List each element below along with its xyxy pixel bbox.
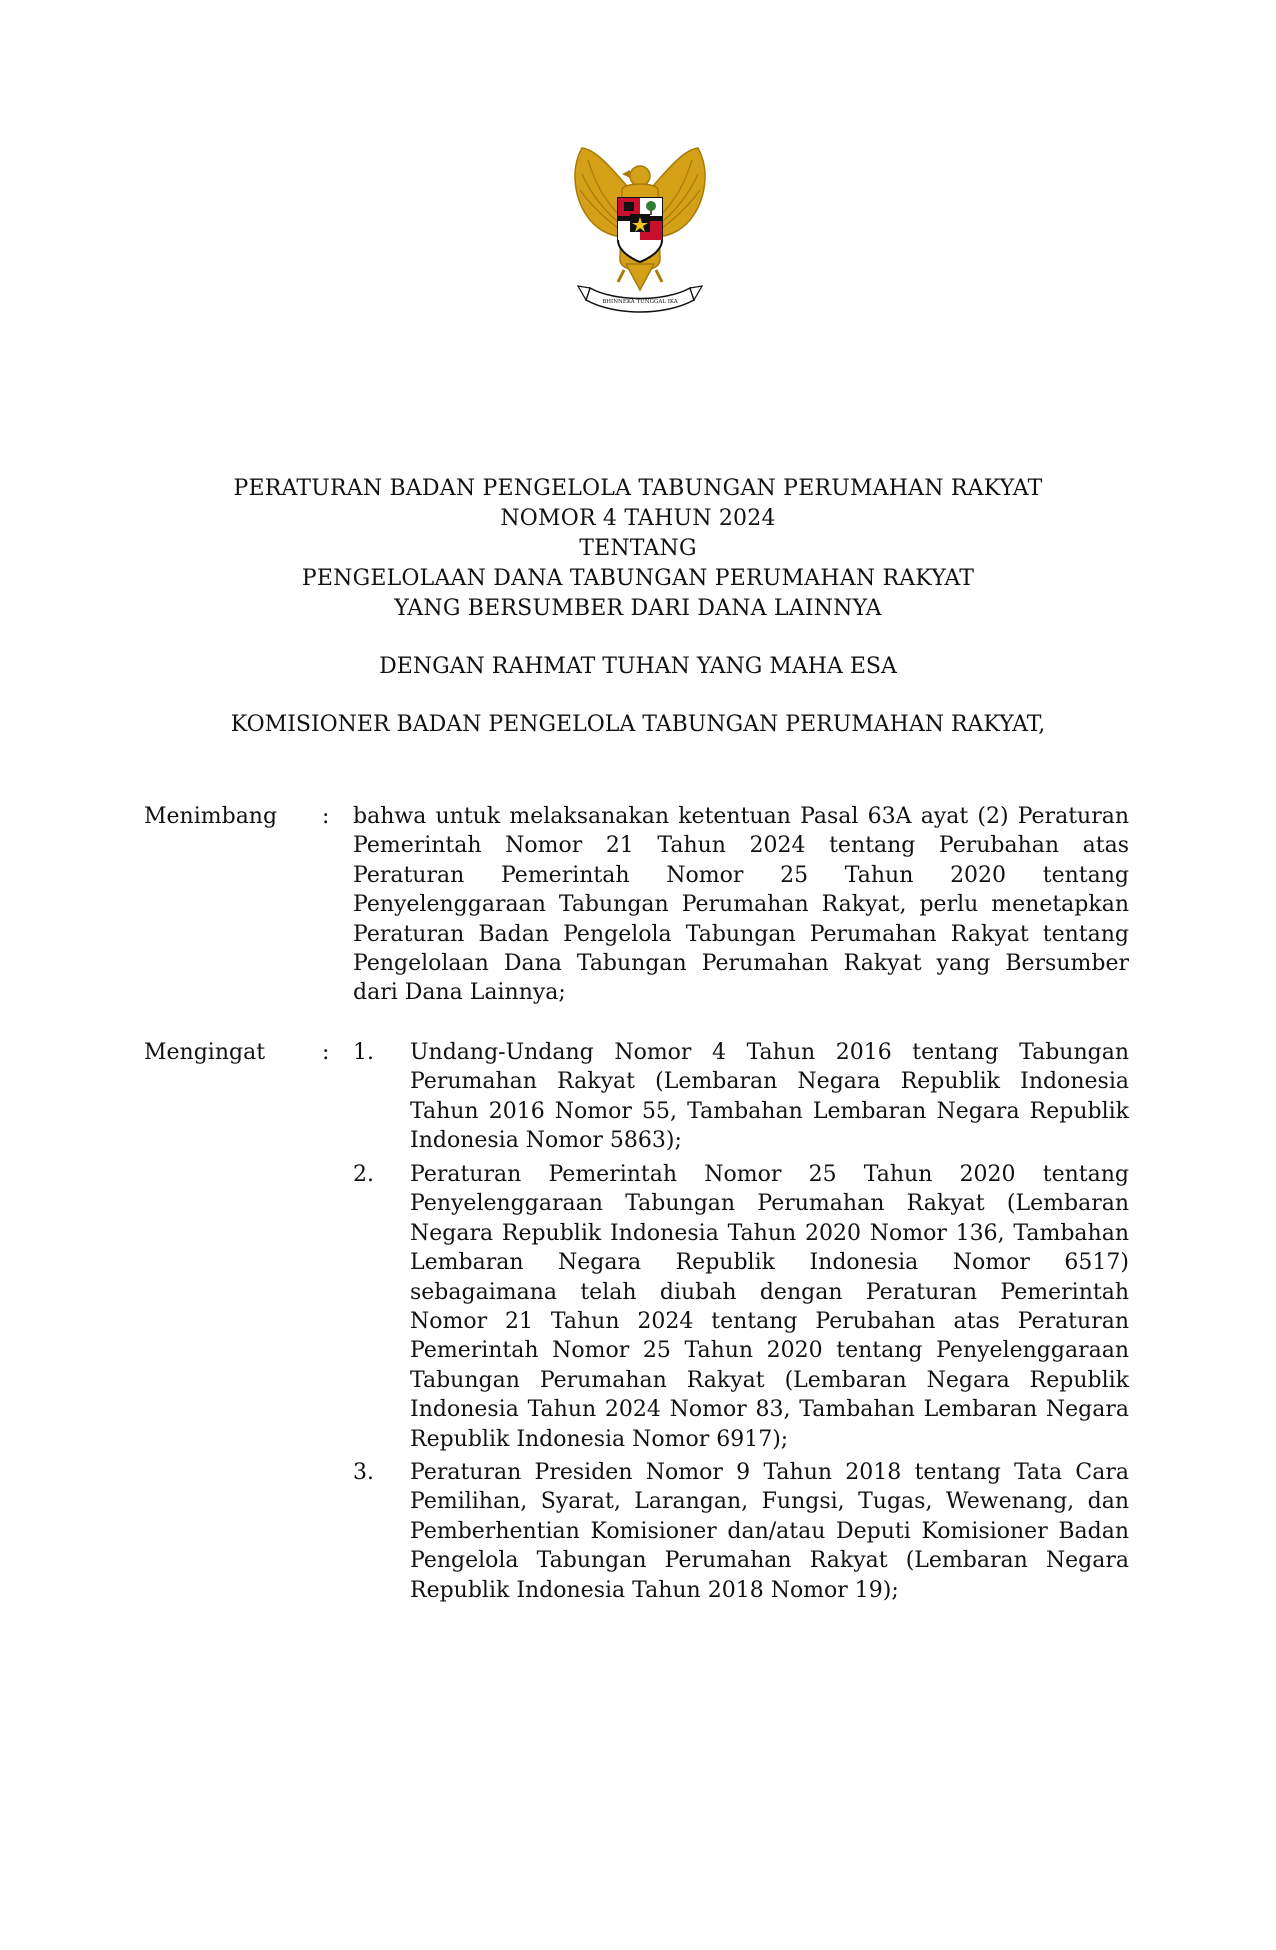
mengingat-item-1-number: 1. [353, 1040, 374, 1065]
emblem-motto: BHINNEKA TUNGGAL IKA [602, 299, 678, 305]
menimbang-label: Menimbang [144, 804, 278, 829]
mengingat-item-3-text: Peraturan Presiden Nomor 9 Tahun 2018 tentang Tata Cara Pemilihan, Syarat, Larangan, Fungsi, Tugas, Wewenang, dan Pemberhentian Komisioner dan/atau Deputi Komisioner Badan Pengelola Tabungan Perumahan Rakyat (Lembaran Negara Republik Indonesia Tahun 2018 Nomor 19); [410, 1460, 1129, 1603]
menimbang-colon: : [322, 804, 330, 829]
mengingat-label: Mengingat [144, 1040, 266, 1065]
garuda-pancasila-emblem-icon [560, 140, 720, 320]
mengingat-colon: : [322, 1040, 330, 1065]
issuer-line: KOMISIONER BADAN PENGELOLA TABUNGAN PERUMAHAN RAKYAT, [230, 712, 1046, 737]
mengingat-item-3-number: 3. [353, 1460, 374, 1485]
mengingat-item-1-text: Undang-Undang Nomor 4 Tahun 2016 tentang Tabungan Perumahan Rakyat (Lembaran Negara Republik Indonesia Tahun 2016 Nomor 55, Tambahan Lembaran Negara Republik Indonesia Nomor 5863); [410, 1040, 1129, 1154]
menimbang-text: bahwa untuk melaksanakan ketentuan Pasal 63A ayat (2) Peraturan Pemerintah Nomor 21 Tahun 2024 tentang Perubahan atas Peraturan Pemerintah Nomor 25 Tahun 2020 tentang Penyelenggaraan Tabungan Perumahan Rakyat, perlu menetapkan Peraturan Badan Pengelola Tabungan Perumahan Rakyat tentang Pengelolaan Dana Tabungan Perumahan Rakyat yang Bersumber dari Dana Lainnya; [353, 804, 1129, 1006]
mengingat-item-2-text: Peraturan Pemerintah Nomor 25 Tahun 2020 tentang Penyelenggaraan Tabungan Perumahan Rakyat (Lembaran Negara Republik Indonesia Tahun 2020 Nomor 136, Tambahan Lembaran Negara Republik Indonesia Nomor 6517) sebagaimana telah diubah dengan Peraturan Pemerintah Nomor 21 Tahun 2024 tentang Perubahan atas Peraturan Pemerintah Nomor 25 Tahun 2020 tentang Penyelenggaraan Tabungan Perumahan Rakyat (Lembaran Negara Republik Indonesia Tahun 2024 Nomor 83, Tambahan Lembaran Negara Republik Indonesia Nomor 6917); [410, 1162, 1129, 1452]
title-line-2: NOMOR 4 TAHUN 2024 [500, 506, 776, 531]
title-line-1: PERATURAN BADAN PENGELOLA TABUNGAN PERUMAHAN RAKYAT [233, 476, 1043, 501]
blessing-line: DENGAN RAHMAT TUHAN YANG MAHA ESA [379, 654, 897, 679]
title-line-3: TENTANG [579, 536, 697, 561]
mengingat-item-2-number: 2. [353, 1162, 374, 1187]
document-title [0, 474, 1276, 624]
title-line-4: PENGELOLAAN DANA TABUNGAN PERUMAHAN RAKYAT [301, 566, 975, 591]
title-line-5: YANG BERSUMBER DARI DANA LAINNYA [394, 596, 882, 621]
